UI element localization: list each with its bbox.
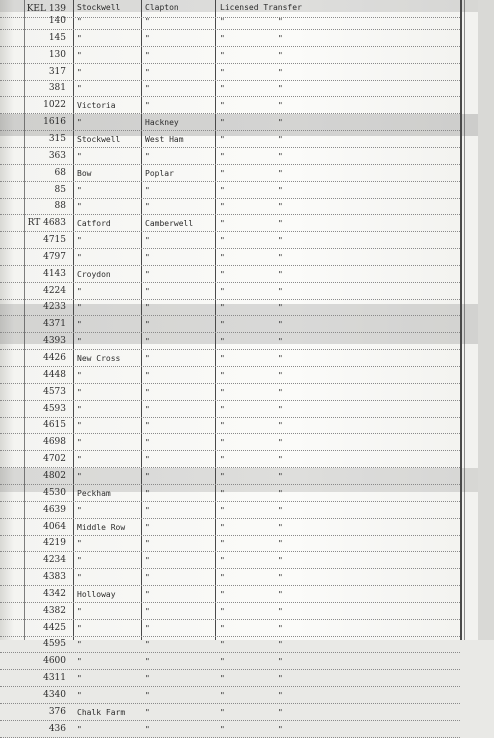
entry-mark-1: " (220, 252, 225, 262)
entry-office: " (145, 236, 150, 246)
entry-area: Bow (77, 168, 92, 178)
entry-number: 4530 (43, 487, 66, 498)
entry-area: Croydon (77, 269, 111, 279)
entry-mark-1: " (220, 589, 225, 599)
entry-area: " (77, 67, 82, 77)
entry-mark-1: " (220, 573, 225, 583)
entry-mark-1: " (220, 84, 225, 94)
entry-mark-1: " (220, 286, 225, 296)
table-row (0, 248, 460, 266)
entry-area: " (77, 387, 82, 397)
entry-mark-1: " (220, 269, 225, 279)
entry-area: " (77, 303, 82, 313)
entry-number: 4615 (43, 420, 66, 431)
entry-number: 4219 (43, 538, 66, 549)
entry-mark-2: " (278, 337, 283, 347)
entry-number: 4064 (43, 521, 66, 532)
entry-mark-2: " (278, 168, 283, 178)
entry-office: " (145, 303, 150, 313)
entry-number: 140 (48, 16, 66, 26)
table-row (0, 619, 460, 637)
table-row (0, 450, 460, 468)
entry-area: " (77, 370, 82, 380)
table-row (0, 113, 460, 131)
entry-mark-1: " (220, 236, 225, 246)
entry-office: " (145, 84, 150, 94)
entry-office: " (145, 556, 150, 566)
entry-mark-1: " (220, 33, 225, 43)
table-row (0, 130, 460, 148)
entry-mark-1: " (220, 724, 225, 734)
entry-mark-2: " (278, 84, 283, 94)
table-row (0, 282, 460, 300)
entry-office: " (145, 269, 150, 279)
entry-mark-2: " (278, 404, 283, 414)
entry-mark-2: " (278, 471, 283, 481)
entry-area: " (77, 185, 82, 195)
entry-area: " (77, 691, 82, 700)
entry-mark-1: " (220, 337, 225, 347)
entry-mark-1: " (220, 438, 225, 448)
entry-number: 4573 (43, 386, 66, 397)
entry-office: " (145, 17, 150, 26)
entry-mark-2: " (278, 303, 283, 313)
entry-mark-2: " (278, 286, 283, 296)
entry-number: 381 (48, 83, 66, 94)
table-row (0, 12, 460, 30)
entry-mark-2: " (278, 50, 283, 60)
entry-number: 4595 (43, 639, 66, 650)
entry-office: " (145, 67, 150, 77)
entry-mark-2: " (278, 488, 283, 498)
entry-mark-1: " (220, 640, 225, 650)
entry-number: 4797 (43, 251, 66, 262)
entry-number: 1022 (43, 100, 66, 111)
entry-area: " (77, 573, 82, 583)
entry-mark-1: " (220, 168, 225, 178)
entry-area: Middle Row (77, 522, 126, 532)
entry-mark-2: " (278, 623, 283, 633)
entry-area: Stockwell (77, 134, 121, 144)
entry-mark-2: " (278, 370, 283, 380)
entry-number: 130 (48, 49, 66, 60)
entry-number: 4698 (43, 437, 66, 448)
entry-mark-1: " (220, 320, 225, 330)
entry-office: " (145, 606, 150, 616)
entry-mark-1: " (220, 505, 225, 515)
entry-office: " (145, 337, 150, 347)
entry-mark-2: " (278, 118, 283, 128)
table-row (0, 147, 460, 165)
table-row (0, 669, 460, 687)
entry-mark-2: " (278, 674, 283, 684)
entry-mark-1: " (220, 455, 225, 465)
entry-mark-1: " (220, 539, 225, 549)
entry-area: " (77, 33, 82, 43)
entry-area: " (77, 657, 82, 667)
table-row (0, 366, 460, 384)
entry-number: 376 (48, 706, 66, 717)
entry-number: 4143 (43, 268, 66, 279)
entry-number: 4383 (43, 572, 66, 583)
entry-area: " (77, 674, 82, 684)
entry-office: " (145, 185, 150, 195)
entry-mark-2: " (278, 354, 283, 363)
entry-number: 4393 (43, 336, 66, 347)
entry-mark-2: " (278, 219, 283, 229)
table-row (0, 501, 460, 519)
entry-number: 4224 (43, 285, 66, 296)
entry-office: " (145, 421, 150, 431)
entry-office: " (145, 623, 150, 633)
entry-number: 4233 (43, 302, 66, 313)
entry-area: " (77, 50, 82, 60)
entry-mark-2: " (278, 707, 283, 717)
entry-area: Catford (77, 219, 111, 229)
entry-number: 4371 (43, 319, 66, 330)
entry-area: " (77, 606, 82, 616)
entry-number: 4639 (43, 504, 66, 515)
table-row (0, 416, 460, 434)
entry-mark-1: " (220, 134, 225, 144)
table-row (0, 265, 460, 283)
table-row (0, 568, 460, 586)
entry-mark-2: " (278, 505, 283, 515)
entry-mark-1: " (220, 67, 225, 77)
entry-area: " (77, 404, 82, 414)
table-row (0, 315, 460, 333)
entry-mark-1: " (220, 303, 225, 313)
entry-office: " (145, 354, 150, 363)
entry-number: 436 (48, 723, 66, 734)
table-row (0, 46, 460, 64)
table-row (0, 534, 460, 552)
table-row (0, 518, 460, 536)
entry-area: " (77, 320, 82, 330)
entry-office: " (145, 691, 150, 700)
entry-mark-2: " (278, 185, 283, 195)
entry-area: " (77, 286, 82, 296)
table-row (0, 551, 460, 569)
entry-office: " (145, 522, 150, 532)
entry-mark-1: " (220, 674, 225, 684)
entry-mark-1: " (220, 202, 225, 212)
entry-office: Hackney (145, 118, 179, 128)
entry-number: 88 (54, 201, 66, 212)
entry-mark-2: " (278, 455, 283, 465)
entry-mark-1: " (220, 421, 225, 431)
entry-mark-2: " (278, 252, 283, 262)
header-office: Clapton (145, 3, 179, 12)
table-row (0, 720, 460, 738)
entry-area: New Cross (77, 354, 121, 363)
entry-mark-1: " (220, 556, 225, 566)
entry-office: Camberwell (145, 219, 194, 229)
entry-office: Poplar (145, 168, 174, 178)
entry-mark-2: " (278, 236, 283, 246)
column-rule (464, 0, 465, 640)
table-row (0, 181, 460, 199)
entry-mark-1: " (220, 50, 225, 60)
entry-mark-2: " (278, 67, 283, 77)
table-row (0, 602, 460, 620)
table-row (0, 467, 460, 485)
entry-area: " (77, 252, 82, 262)
table-row (0, 349, 460, 367)
entry-mark-2: " (278, 522, 283, 532)
entry-number: 68 (54, 167, 66, 178)
entry-mark-1: " (220, 691, 225, 700)
table-row (0, 231, 460, 249)
entry-number: 4342 (43, 588, 66, 599)
entry-office: " (145, 589, 150, 599)
entry-mark-1: " (220, 118, 225, 128)
entry-office: " (145, 539, 150, 549)
entry-mark-1: " (220, 370, 225, 380)
entry-mark-2: " (278, 421, 283, 431)
entry-mark-2: " (278, 387, 283, 397)
entry-area: " (77, 236, 82, 246)
entry-mark-2: " (278, 202, 283, 212)
entry-mark-1: " (220, 354, 225, 363)
entry-mark-1: " (220, 219, 225, 229)
header-area: Stockwell (77, 3, 121, 12)
page-edge (478, 0, 494, 640)
table-row (0, 63, 460, 81)
entry-area: Chalk Farm (77, 707, 126, 717)
entry-mark-1: " (220, 522, 225, 532)
entry-area: " (77, 724, 82, 734)
entry-office: " (145, 573, 150, 583)
entry-mark-2: " (278, 438, 283, 448)
entry-number: 363 (48, 150, 66, 161)
entry-mark-1: " (220, 404, 225, 414)
entry-mark-2: " (278, 691, 283, 700)
entry-mark-2: " (278, 320, 283, 330)
entry-number: 4448 (43, 369, 66, 380)
entry-mark-1: " (220, 707, 225, 717)
entry-office: " (145, 724, 150, 734)
entry-area: " (77, 17, 82, 26)
entry-office: " (145, 33, 150, 43)
entry-office: " (145, 455, 150, 465)
entry-mark-2: " (278, 33, 283, 43)
entry-office: " (145, 252, 150, 262)
table-row (0, 652, 460, 670)
entry-mark-1: " (220, 151, 225, 161)
entry-mark-1: " (220, 488, 225, 498)
entry-office: " (145, 438, 150, 448)
table-row (0, 298, 460, 316)
entry-mark-1: " (220, 471, 225, 481)
header-ref: KEL 139 (26, 4, 66, 14)
table-row (0, 214, 460, 232)
entry-area: " (77, 337, 82, 347)
entry-number: 4340 (43, 690, 66, 700)
entry-number: 4311 (43, 673, 66, 684)
entry-mark-2: " (278, 17, 283, 26)
entry-office: " (145, 370, 150, 380)
entry-number: 4702 (43, 454, 66, 465)
entry-area: " (77, 539, 82, 549)
entry-office: " (145, 674, 150, 684)
entry-mark-2: " (278, 640, 283, 650)
entry-number: 85 (54, 184, 66, 195)
entry-office: West Ham (145, 134, 184, 144)
entry-mark-2: " (278, 134, 283, 144)
table-row (0, 686, 460, 704)
table-row (0, 383, 460, 401)
entry-office: " (145, 707, 150, 717)
entry-office: " (145, 101, 150, 111)
entry-area: " (77, 151, 82, 161)
entry-number: 4426 (43, 353, 66, 363)
entry-office: " (145, 404, 150, 414)
entry-office: " (145, 151, 150, 161)
table-row (0, 29, 460, 47)
table-row (0, 197, 460, 215)
entry-area: " (77, 623, 82, 633)
entry-office: " (145, 471, 150, 481)
entry-area: " (77, 505, 82, 515)
entry-office: " (145, 202, 150, 212)
entry-mark-1: " (220, 185, 225, 195)
entry-mark-2: " (278, 556, 283, 566)
entry-number: 4382 (43, 605, 66, 616)
table-row (0, 96, 460, 114)
header-kind: Licensed Transfer (220, 3, 302, 12)
table-row (0, 484, 460, 502)
entry-mark-2: " (278, 101, 283, 111)
entry-mark-2: " (278, 539, 283, 549)
entry-office: " (145, 657, 150, 667)
table-row (0, 635, 460, 653)
entry-office: " (145, 320, 150, 330)
entry-number: 1616 (43, 117, 66, 128)
entry-office: " (145, 505, 150, 515)
entry-number: 4600 (43, 656, 66, 667)
entry-area: Victoria (77, 101, 116, 111)
entry-number: 4234 (43, 555, 66, 566)
entry-number: 315 (48, 133, 66, 144)
entry-mark-2: " (278, 724, 283, 734)
entry-office: " (145, 640, 150, 650)
table-row (0, 79, 460, 97)
entry-number: RT 4683 (27, 218, 66, 229)
table-row (0, 164, 460, 182)
entry-area: " (77, 118, 82, 128)
entry-area: " (77, 84, 82, 94)
entry-area: " (77, 455, 82, 465)
entry-area: " (77, 202, 82, 212)
entry-office: " (145, 50, 150, 60)
entry-mark-2: " (278, 573, 283, 583)
entry-area: " (77, 556, 82, 566)
entry-number: 4715 (43, 235, 66, 246)
table-row (0, 703, 460, 721)
entry-mark-1: " (220, 623, 225, 633)
entry-area: " (77, 471, 82, 481)
entry-office: " (145, 286, 150, 296)
entry-number: 317 (48, 66, 66, 77)
entry-area: " (77, 421, 82, 431)
entry-area: Holloway (77, 589, 116, 599)
entry-area: " (77, 438, 82, 448)
entry-area: " (77, 640, 82, 650)
entry-mark-2: " (278, 589, 283, 599)
entry-number: 4425 (43, 622, 66, 633)
table-row (0, 400, 460, 418)
entry-mark-2: " (278, 151, 283, 161)
entry-office: " (145, 488, 150, 498)
entry-mark-1: " (220, 101, 225, 111)
entry-number: 4802 (43, 470, 66, 481)
entry-area: Peckham (77, 488, 111, 498)
entry-mark-1: " (220, 387, 225, 397)
entry-mark-2: " (278, 269, 283, 279)
entry-mark-1: " (220, 657, 225, 667)
table-row (0, 332, 460, 350)
entry-mark-1: " (220, 17, 225, 26)
entry-number: 145 (48, 32, 66, 43)
entry-office: " (145, 387, 150, 397)
table-row (0, 433, 460, 451)
entry-mark-2: " (278, 606, 283, 616)
entry-mark-1: " (220, 606, 225, 616)
entry-number: 4593 (43, 403, 66, 414)
table-row (0, 585, 460, 603)
entry-mark-2: " (278, 657, 283, 667)
column-rule (460, 0, 462, 640)
